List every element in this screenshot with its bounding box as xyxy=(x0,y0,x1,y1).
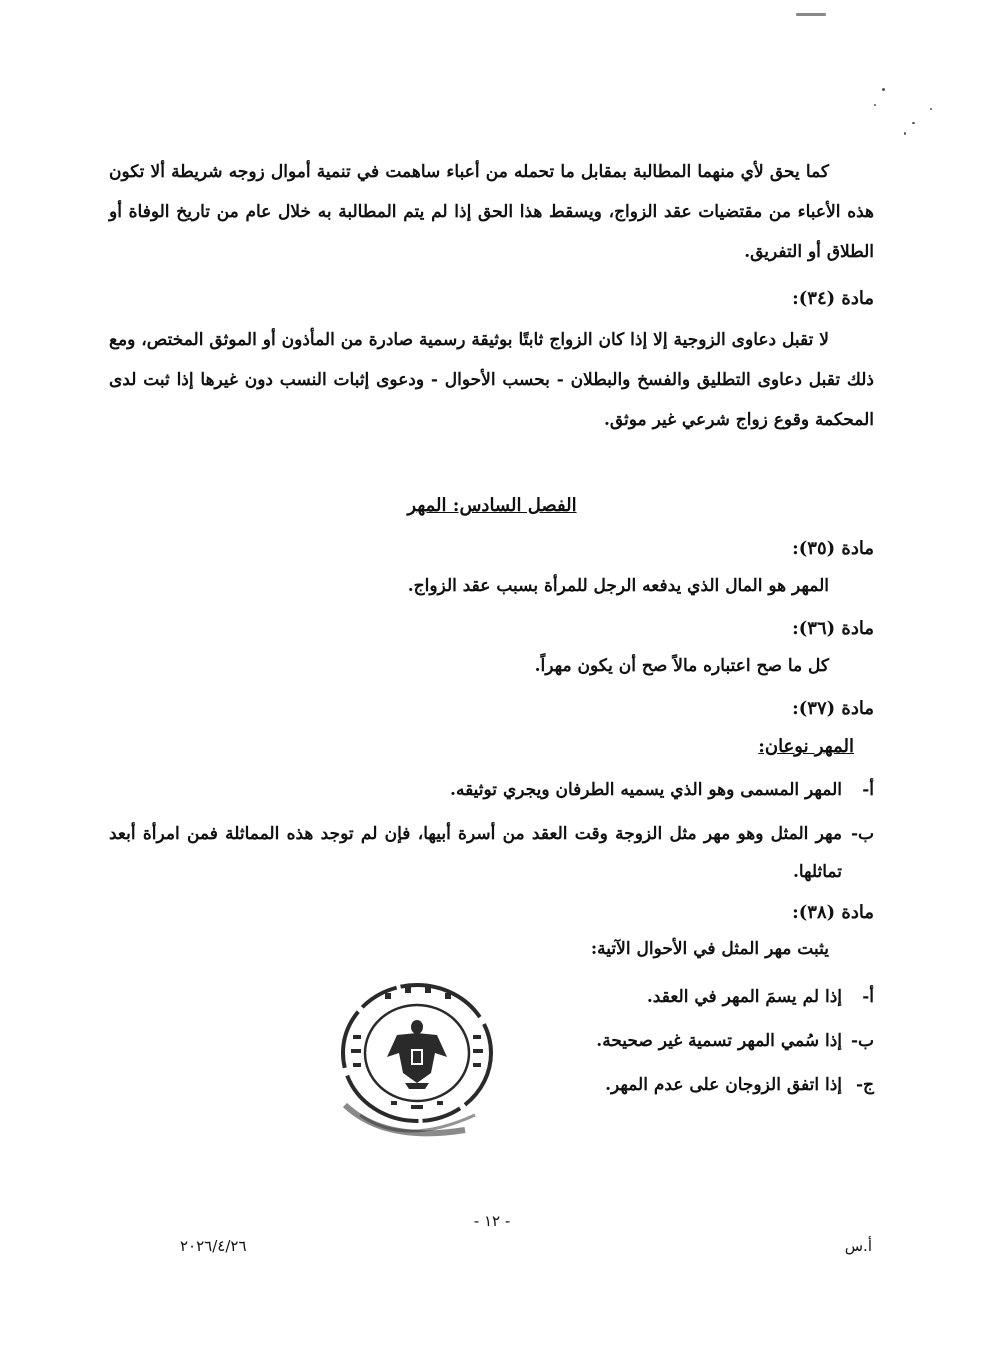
article-37-intro: المهر نوعان: xyxy=(758,736,854,757)
list-text: إذا اتفق الزوجان على عدم المهر. xyxy=(605,1075,842,1095)
footer-initials: أ.س xyxy=(844,1237,872,1255)
list-text: إذا سُمي المهر تسمية غير صحيحة. xyxy=(596,1031,842,1051)
list-label: أ- xyxy=(862,987,874,1007)
scan-speck xyxy=(882,88,885,91)
chapter-heading: الفصل السادس: المهر xyxy=(407,495,577,516)
list-label: ج- xyxy=(855,1075,874,1095)
list-text: مهر المثل وهو مهر مثل الزوجة وقت العقد من أسرة أبيها، فإن لم توجد هذه المماثلة فمن امرأة أبعد تماثلها. xyxy=(109,824,843,882)
scan-speck xyxy=(930,108,932,110)
list-text: إذا لم يسمَ المهر في العقد. xyxy=(646,987,842,1007)
article-38-intro: يثبت مهر المثل في الأحوال الآتية: xyxy=(590,939,829,959)
footer-date: ٢٠٢٦/٤/٢٦ xyxy=(180,1237,247,1255)
list-text: المهر المسمى وهو الذي يسميه الطرفان ويجري توثيقه. xyxy=(450,780,842,800)
official-seal-icon xyxy=(325,965,510,1150)
article-34-title: مادة (٣٤): xyxy=(792,288,874,309)
article-34-body xyxy=(109,320,874,440)
article-38-title: مادة (٣٨): xyxy=(792,902,874,923)
article-35-title: مادة (٣٥): xyxy=(792,538,874,559)
scan-speck xyxy=(796,13,826,16)
article-37-item-a xyxy=(109,771,874,809)
article-35-text: المهر هو المال الذي يدفعه الرجل للمرأة بسبب عقد الزواج. xyxy=(407,576,829,596)
article-37-item-b xyxy=(109,815,874,891)
list-label: ب- xyxy=(850,1031,874,1051)
article-36-text: كل ما صح اعتباره مالاً صح أن يكون مهراً. xyxy=(534,656,829,676)
scan-speck xyxy=(904,132,906,135)
paragraph-text: كما يحق لأي منهما المطالبة بمقابل ما تحمله من أعباء ساهمت في تنمية أموال زوجه شريطة ألا تكون هذه الأعباء من مقتضيات عقد الزواج، ويسقط هذا الحق إذا لم يتم المطالبة به خلال عام من تاريخ الوفاة أو الطلاق أو التفريق. xyxy=(109,162,874,262)
opening-paragraph xyxy=(109,152,874,272)
article-37-title: مادة (٣٧): xyxy=(792,698,874,719)
list-label: ب- xyxy=(850,824,874,844)
list-label: أ- xyxy=(862,780,874,800)
scan-speck xyxy=(874,104,876,106)
page-number: - ١٢ - xyxy=(473,1212,511,1230)
article-36-title: مادة (٣٦): xyxy=(792,618,874,639)
article-34-text: لا تقبل دعاوى الزوجية إلا إذا كان الزواج ثابتًا بوثيقة رسمية صادرة من المأذون أو الموثق المختص، ومع ذلك تقبل دعاوى التطليق والفسخ والبطلان - بحسب الأحوال - ودعوى إثبات النسب دون غيرها إذا ثبت لدى المحكمة وقوع زواج شرعي غير موثق. xyxy=(109,330,874,430)
scan-speck xyxy=(912,122,915,124)
